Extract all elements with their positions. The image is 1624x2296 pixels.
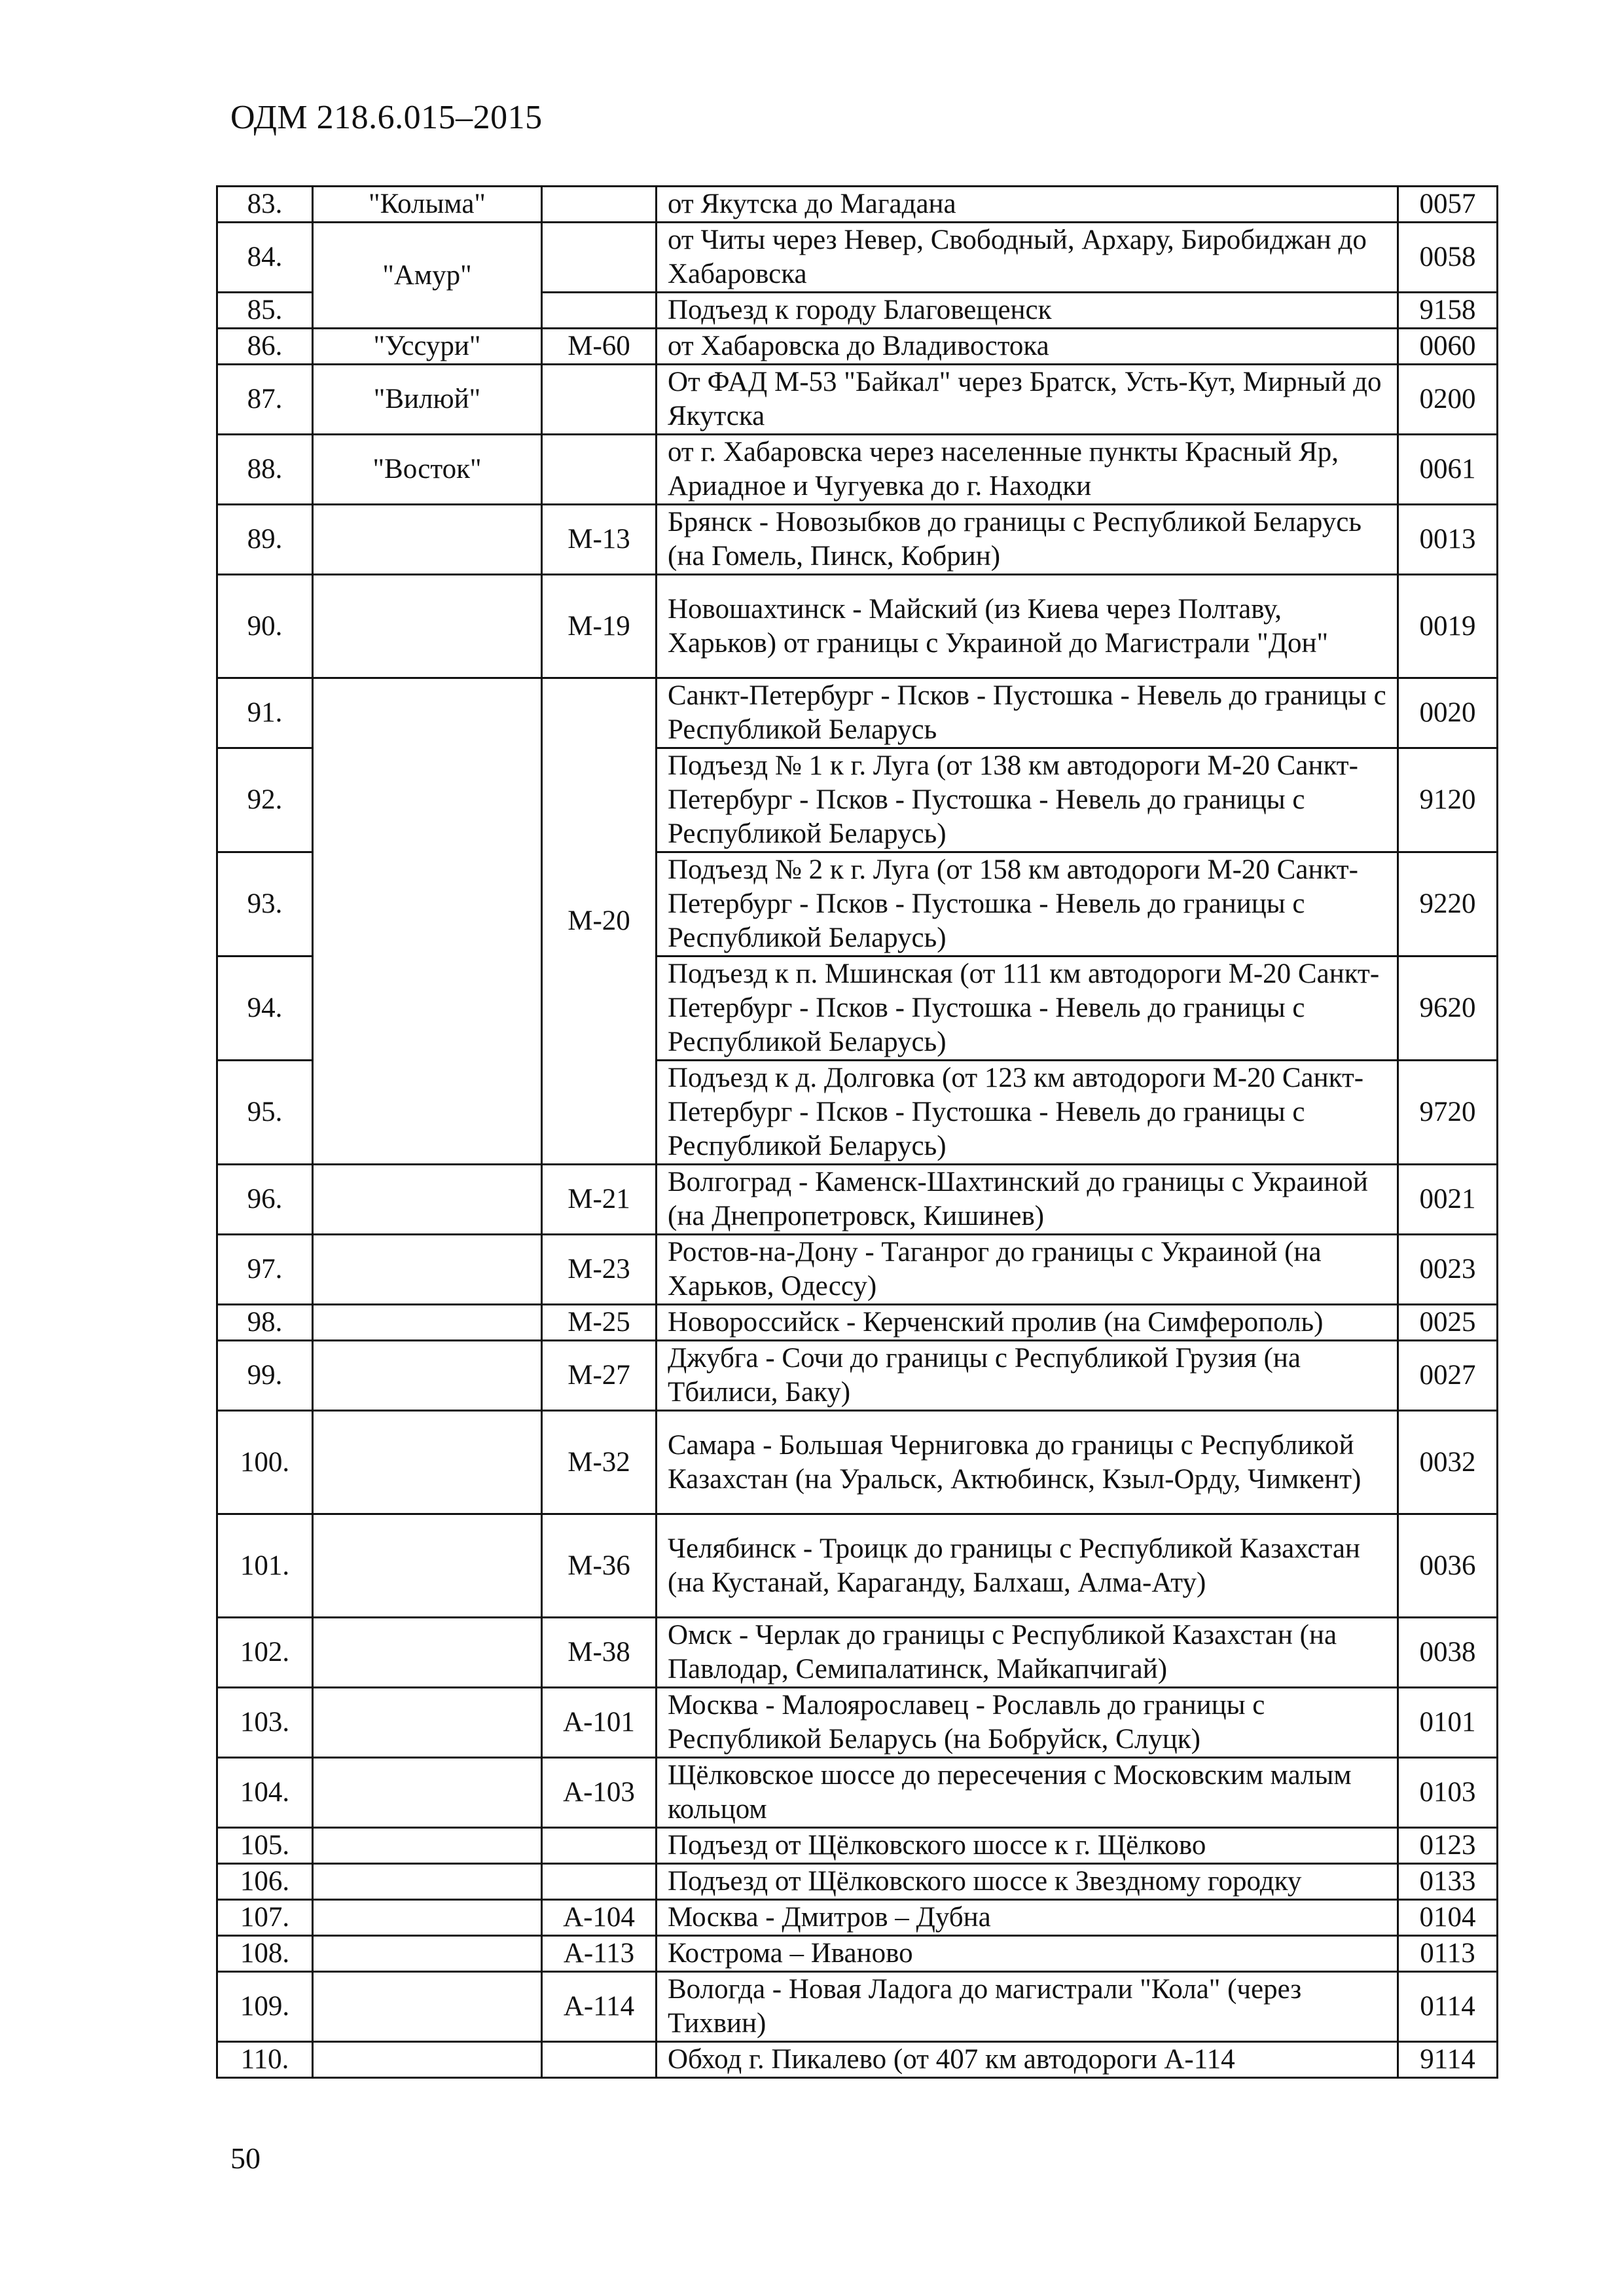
row-number: 88. — [217, 435, 313, 505]
road-description: Санкт-Петербург - Псков - Пустошка - Невель до границы с Республикой Беларусь — [657, 678, 1398, 748]
road-name: "Вилюй" — [313, 365, 542, 435]
road-code: 0057 — [1398, 187, 1498, 223]
table-row — [217, 1758, 1498, 1828]
table-row — [217, 1411, 1498, 1514]
road-code: 9620 — [1398, 957, 1498, 1061]
road-index: М-38 — [542, 1618, 657, 1688]
row-number: 94. — [217, 957, 313, 1061]
road-code: 0103 — [1398, 1758, 1498, 1828]
row-number: 86. — [217, 329, 313, 365]
road-index — [542, 365, 657, 435]
row-number: 92. — [217, 748, 313, 852]
road-name — [313, 575, 542, 678]
road-name — [313, 1411, 542, 1514]
road-description: Подъезд к п. Мшинская (от 111 км автодороги М-20 Санкт-Петербург - Псков - Пустошка - Невель до границы с Республикой Беларусь) — [657, 957, 1398, 1061]
road-description: Москва - Малоярославец - Рославль до границы с Республикой Беларусь (на Бобруйск, Слуцк) — [657, 1688, 1398, 1758]
road-description: от Якутска до Магадана — [657, 187, 1398, 223]
table-row — [217, 1900, 1498, 1936]
table-row — [217, 1688, 1498, 1758]
road-code: 0038 — [1398, 1618, 1498, 1688]
road-index — [542, 293, 657, 329]
road-name — [313, 1688, 542, 1758]
table-row — [217, 365, 1498, 435]
road-name — [313, 1618, 542, 1688]
road-code: 0133 — [1398, 1864, 1498, 1900]
table-row — [217, 1864, 1498, 1900]
road-code: 9114 — [1398, 2042, 1498, 2078]
road-code: 9120 — [1398, 748, 1498, 852]
row-number: 97. — [217, 1235, 313, 1305]
road-index: М-36 — [542, 1514, 657, 1618]
road-code: 0027 — [1398, 1341, 1498, 1411]
road-index: А-113 — [542, 1936, 657, 1972]
road-description: от Хабаровска до Владивостока — [657, 329, 1398, 365]
table-row — [217, 187, 1498, 223]
road-name: "Восток" — [313, 435, 542, 505]
road-index: М-23 — [542, 1235, 657, 1305]
road-code: 0013 — [1398, 505, 1498, 575]
road-code: 0123 — [1398, 1828, 1498, 1864]
road-index: А-114 — [542, 1972, 657, 2042]
row-number: 99. — [217, 1341, 313, 1411]
row-number: 90. — [217, 575, 313, 678]
road-name — [313, 1305, 542, 1341]
table-row — [217, 1514, 1498, 1618]
table-row — [217, 575, 1498, 678]
row-number: 98. — [217, 1305, 313, 1341]
road-name — [313, 1165, 542, 1235]
road-code: 0104 — [1398, 1900, 1498, 1936]
road-description: Кострома – Иваново — [657, 1936, 1398, 1972]
road-name — [313, 1864, 542, 1900]
document-header: ОДМ 218.6.015–2015 — [230, 99, 543, 136]
table-row — [217, 1165, 1498, 1235]
table-row — [217, 223, 1498, 293]
roads-table — [216, 185, 1498, 2079]
road-code: 0036 — [1398, 1514, 1498, 1618]
road-name — [313, 1972, 542, 2042]
road-index — [542, 187, 657, 223]
road-index — [542, 1828, 657, 1864]
road-name — [313, 1828, 542, 1864]
row-number: 107. — [217, 1900, 313, 1936]
road-index: А-104 — [542, 1900, 657, 1936]
table-row — [217, 1235, 1498, 1305]
road-code: 0025 — [1398, 1305, 1498, 1341]
road-code: 0113 — [1398, 1936, 1498, 1972]
table-row — [217, 435, 1498, 505]
road-name — [313, 1514, 542, 1618]
road-description: Волгоград - Каменск-Шахтинский до границы с Украиной (на Днепропетровск, Кишинев) — [657, 1165, 1398, 1235]
road-index: М-60 — [542, 329, 657, 365]
row-number: 108. — [217, 1936, 313, 1972]
road-description: Подъезд от Щёлковского шоссе к Звездному городку — [657, 1864, 1398, 1900]
table-row — [217, 1828, 1498, 1864]
road-description: от г. Хабаровска через населенные пункты Красный Яр, Ариадное и Чугуевка до г. Находки — [657, 435, 1398, 505]
row-number: 83. — [217, 187, 313, 223]
road-description: Щёлковское шоссе до пересечения с Московским малым кольцом — [657, 1758, 1398, 1828]
road-code: 0019 — [1398, 575, 1498, 678]
road-name — [313, 1341, 542, 1411]
row-number: 93. — [217, 852, 313, 957]
row-number: 110. — [217, 2042, 313, 2078]
table-row — [217, 1618, 1498, 1688]
road-description: Джубга - Сочи до границы с Республикой Грузия (на Тбилиси, Баку) — [657, 1341, 1398, 1411]
road-name — [313, 2042, 542, 2078]
row-number: 95. — [217, 1061, 313, 1165]
road-index — [542, 1864, 657, 1900]
road-name — [313, 678, 542, 1165]
road-code: 0020 — [1398, 678, 1498, 748]
row-number: 102. — [217, 1618, 313, 1688]
road-name — [313, 1936, 542, 1972]
road-description: Новошахтинск - Майский (из Киева через Полтаву, Харьков) от границы с Украиной до Магистрали "Дон" — [657, 575, 1398, 678]
road-index: М-25 — [542, 1305, 657, 1341]
table-row — [217, 1936, 1498, 1972]
road-code: 0032 — [1398, 1411, 1498, 1514]
road-index: А-101 — [542, 1688, 657, 1758]
road-description: Самара - Большая Черниговка до границы с Республикой Казахстан (на Уральск, Актюбинск, Кзыл-Орду, Чимкент) — [657, 1411, 1398, 1514]
road-description: Брянск - Новозыбков до границы с Республикой Беларусь (на Гомель, Пинск, Кобрин) — [657, 505, 1398, 575]
road-description: от Читы через Невер, Свободный, Архару, Биробиджан до Хабаровска — [657, 223, 1398, 293]
row-number: 89. — [217, 505, 313, 575]
road-code: 0114 — [1398, 1972, 1498, 2042]
road-code: 9720 — [1398, 1061, 1498, 1165]
road-description: Обход г. Пикалево (от 407 км автодороги А-114 — [657, 2042, 1398, 2078]
road-description: Москва - Дмитров – Дубна — [657, 1900, 1398, 1936]
road-description: Подъезд от Щёлковского шоссе к г. Щёлково — [657, 1828, 1398, 1864]
road-index: А-103 — [542, 1758, 657, 1828]
table-row — [217, 505, 1498, 575]
road-name — [313, 1900, 542, 1936]
road-index: М-19 — [542, 575, 657, 678]
row-number: 105. — [217, 1828, 313, 1864]
row-number: 87. — [217, 365, 313, 435]
table-row — [217, 1305, 1498, 1341]
row-number: 101. — [217, 1514, 313, 1618]
row-number: 106. — [217, 1864, 313, 1900]
road-index: М-27 — [542, 1341, 657, 1411]
row-number: 91. — [217, 678, 313, 748]
road-index: М-21 — [542, 1165, 657, 1235]
road-name: "Колыма" — [313, 187, 542, 223]
road-index: М-32 — [542, 1411, 657, 1514]
road-name — [313, 1235, 542, 1305]
road-name — [313, 505, 542, 575]
road-code: 0023 — [1398, 1235, 1498, 1305]
table-row — [217, 329, 1498, 365]
road-description: Челябинск - Троицк до границы с Республикой Казахстан (на Кустанай, Караганду, Балхаш, Алма-Ату) — [657, 1514, 1398, 1618]
road-description: Ростов-на-Дону - Таганрог до границы с Украиной (на Харьков, Одессу) — [657, 1235, 1398, 1305]
road-code: 0101 — [1398, 1688, 1498, 1758]
row-number: 103. — [217, 1688, 313, 1758]
road-code: 9220 — [1398, 852, 1498, 957]
table-row — [217, 2042, 1498, 2078]
row-number: 96. — [217, 1165, 313, 1235]
table-row — [217, 1972, 1498, 2042]
table-row — [217, 1341, 1498, 1411]
road-description: Подъезд к д. Долговка (от 123 км автодороги М-20 Санкт-Петербург - Псков - Пустошка - Невель до границы с Республикой Беларусь) — [657, 1061, 1398, 1165]
road-description: От ФАД М-53 "Байкал" через Братск, Усть-Кут, Мирный до Якутска — [657, 365, 1398, 435]
row-number: 85. — [217, 293, 313, 329]
road-index — [542, 223, 657, 293]
page-number: 50 — [230, 2141, 261, 2175]
table-row — [217, 678, 1498, 748]
road-description: Подъезд № 2 к г. Луга (от 158 км автодороги М-20 Санкт-Петербург - Псков - Пустошка - Невель до границы с Республикой Беларусь) — [657, 852, 1398, 957]
road-description: Омск - Черлак до границы с Республикой Казахстан (на Павлодар, Семипалатинск, Майкапчигай) — [657, 1618, 1398, 1688]
road-index — [542, 435, 657, 505]
road-name — [313, 1758, 542, 1828]
road-description: Подъезд № 1 к г. Луга (от 138 км автодороги М-20 Санкт-Петербург - Псков - Пустошка - Невель до границы с Республикой Беларусь) — [657, 748, 1398, 852]
road-name: "Уссури" — [313, 329, 542, 365]
row-number: 84. — [217, 223, 313, 293]
road-code: 0060 — [1398, 329, 1498, 365]
road-index — [542, 2042, 657, 2078]
road-name: "Амур" — [313, 223, 542, 329]
road-description: Подъезд к городу Благовещенск — [657, 293, 1398, 329]
road-index: М-13 — [542, 505, 657, 575]
road-description: Новороссийск - Керченский пролив (на Симферополь) — [657, 1305, 1398, 1341]
road-code: 0200 — [1398, 365, 1498, 435]
row-number: 100. — [217, 1411, 313, 1514]
road-code: 0061 — [1398, 435, 1498, 505]
road-index: М-20 — [542, 678, 657, 1165]
row-number: 104. — [217, 1758, 313, 1828]
road-code: 0021 — [1398, 1165, 1498, 1235]
row-number: 109. — [217, 1972, 313, 2042]
road-code: 9158 — [1398, 293, 1498, 329]
road-code: 0058 — [1398, 223, 1498, 293]
road-description: Вологда - Новая Ладога до магистрали "Кола" (через Тихвин) — [657, 1972, 1398, 2042]
